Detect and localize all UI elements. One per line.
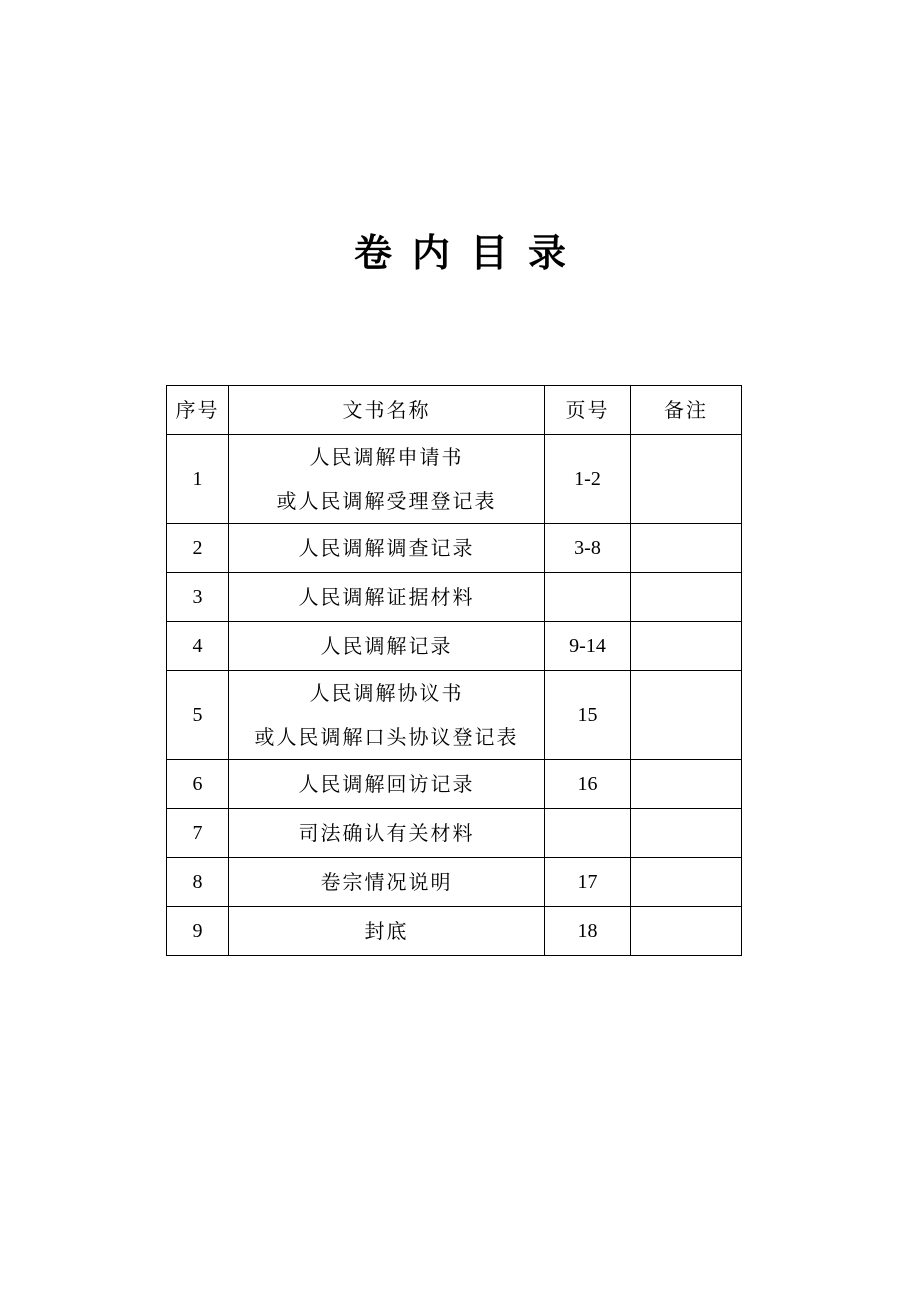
cell-page: 9-14 bbox=[545, 622, 631, 671]
table-row bbox=[167, 435, 742, 524]
cell-page: 16 bbox=[545, 760, 631, 809]
cell-page: 3-8 bbox=[545, 524, 631, 573]
document-name-line: 人民调解申请书 bbox=[309, 445, 464, 469]
cell-seq: 7 bbox=[167, 809, 229, 858]
cell-page: 15 bbox=[545, 671, 631, 760]
document-name-line: 卷宗情况说明 bbox=[320, 870, 453, 894]
document-name-line: 司法确认有关材料 bbox=[298, 821, 475, 845]
cell-document-name bbox=[229, 760, 545, 809]
document-name-line: 封底 bbox=[364, 919, 409, 943]
document-name-line: 人民调解证据材料 bbox=[298, 585, 475, 609]
cell-seq: 5 bbox=[167, 671, 229, 760]
table-row bbox=[167, 907, 742, 956]
table-row bbox=[167, 524, 742, 573]
cell-remark bbox=[631, 760, 742, 809]
table-row bbox=[167, 760, 742, 809]
cell-document-name bbox=[229, 524, 545, 573]
cell-seq: 4 bbox=[167, 622, 229, 671]
header-document-name: 文书名称 bbox=[229, 386, 545, 435]
document-name-line: 人民调解回访记录 bbox=[298, 772, 475, 796]
table-row bbox=[167, 622, 742, 671]
cell-remark bbox=[631, 622, 742, 671]
contents-table bbox=[166, 385, 742, 956]
header-seq: 序号 bbox=[167, 386, 229, 435]
table-row bbox=[167, 573, 742, 622]
document-name-line: 或人民调解口头协议登记表 bbox=[254, 725, 519, 749]
cell-page: 1-2 bbox=[545, 435, 631, 524]
cell-page: 17 bbox=[545, 858, 631, 907]
cell-seq: 8 bbox=[167, 858, 229, 907]
cell-document-name bbox=[229, 622, 545, 671]
table-row bbox=[167, 858, 742, 907]
header-remark: 备注 bbox=[631, 386, 742, 435]
cell-document-name bbox=[229, 907, 545, 956]
page-title: 卷内目录 bbox=[353, 231, 586, 275]
document-name-line: 或人民调解受理登记表 bbox=[276, 489, 497, 513]
cell-page bbox=[545, 809, 631, 858]
cell-remark bbox=[631, 858, 742, 907]
header-page: 页号 bbox=[545, 386, 631, 435]
cell-remark bbox=[631, 435, 742, 524]
cell-remark bbox=[631, 907, 742, 956]
cell-remark bbox=[631, 524, 742, 573]
cell-seq: 2 bbox=[167, 524, 229, 573]
table-header-row bbox=[167, 386, 742, 435]
document-name-line: 人民调解协议书 bbox=[309, 681, 464, 705]
table-row bbox=[167, 809, 742, 858]
cell-remark bbox=[631, 573, 742, 622]
cell-page: 18 bbox=[545, 907, 631, 956]
cell-remark bbox=[631, 809, 742, 858]
cell-seq: 9 bbox=[167, 907, 229, 956]
cell-seq: 3 bbox=[167, 573, 229, 622]
cell-page bbox=[545, 573, 631, 622]
document-name-line: 人民调解记录 bbox=[320, 634, 453, 658]
cell-seq: 6 bbox=[167, 760, 229, 809]
document-name-line: 人民调解调查记录 bbox=[298, 536, 475, 560]
cell-document-name bbox=[229, 573, 545, 622]
cell-remark bbox=[631, 671, 742, 760]
cell-document-name bbox=[229, 435, 545, 524]
cell-document-name bbox=[229, 858, 545, 907]
cell-document-name bbox=[229, 809, 545, 858]
cell-document-name bbox=[229, 671, 545, 760]
cell-seq: 1 bbox=[167, 435, 229, 524]
table-row bbox=[167, 671, 742, 760]
table-body bbox=[167, 435, 742, 956]
